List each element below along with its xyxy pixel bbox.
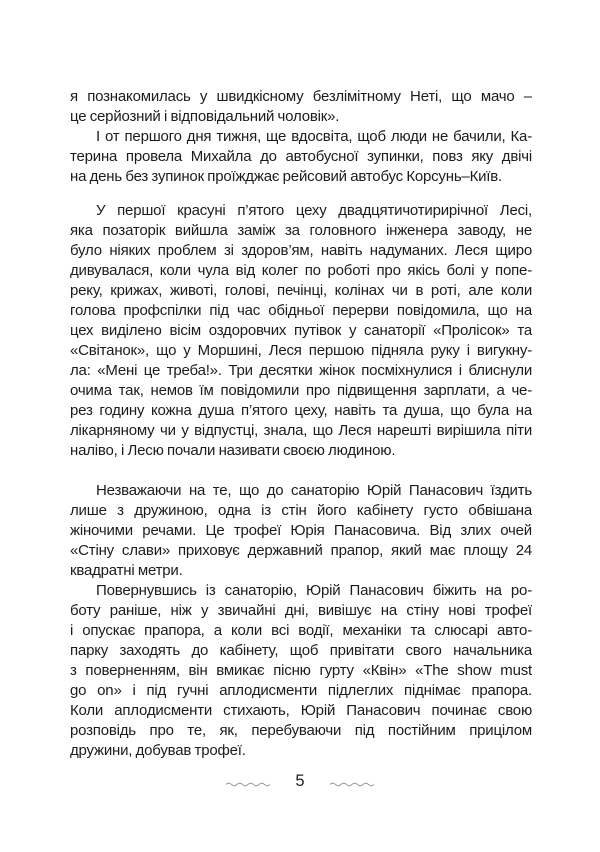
wavy-line-left-path (226, 783, 270, 786)
text-line: цех виділено вісім оздоровчих путівок у санаторії «Пролісок» та (70, 322, 532, 339)
text-line: Незважаючи на те, що до санаторію Юрій Панасович їздить (96, 482, 532, 499)
text-line: дружини, добував трофеї. (70, 742, 246, 759)
text-line: на день без зупинок проїжджає рейсовий автобус Корсунь–Київ. (70, 168, 502, 185)
paragraph (70, 87, 532, 127)
page-number: 5 (295, 772, 305, 790)
text-line: голова профспілки під час обідньої перерви повідомила, що на (70, 302, 532, 319)
text-line: наліво, і Лесю почали називати своєю людиною. (70, 442, 396, 459)
text-line: і опускає прапора, а коли всі водії, механіки та слюсарі авто- (70, 622, 532, 639)
paragraph (70, 481, 532, 581)
paragraph (70, 201, 532, 461)
text-line: лише з дружиною, одна із стін його кабінету густо обвішана (70, 502, 532, 519)
paragraph (70, 581, 532, 761)
text-line: розповідь про те, як, перебуваючи під постійним прицілом (70, 722, 532, 739)
text-line: лікарняному чи у відпустці, знала, що Леся нарешті вирішила піти (70, 422, 532, 439)
text-line: І от першого дня тижня, ще вдосвіта, щоб люди не бачили, Ка- (96, 128, 532, 145)
text-line: боту раніше, ніж у звичайні дні, вивішує на стіну нові трофеї (70, 602, 532, 619)
page-footer (0, 770, 600, 792)
text-line: очима так, немов їм повідомили про підвищення зарплати, а че- (70, 382, 532, 399)
text-line: Повернувшись із санаторію, Юрій Панасович біжить на ро- (96, 582, 532, 599)
wavy-line-left-icon (225, 780, 271, 787)
text-line: з поверненням, він вмикає пісню гурту «Квін» «The show must (70, 662, 532, 679)
text-line: я познакомилась у швидкісному безлімітному Неті, що мачо – (70, 88, 532, 105)
wavy-line-right-path (330, 783, 374, 786)
text-line: це серйозний і відповідальний чоловік». (70, 108, 340, 125)
text-line: go on» і під гучні аплодисменти підлеглих піднімає прапора. (70, 682, 532, 699)
text-line: У першої красуні п’ятого цеху двадцятичотирирічної Лесі, (96, 202, 532, 219)
text-line: реку, крижах, животі, голові, печінці, колінах чи в роті, але коли (70, 282, 532, 299)
text-line: Коли аплодисменти стихають, Юрій Панасович починає свою (70, 702, 532, 719)
text-line: жіночими речами. Це трофеї Юрія Панасовича. Від злих очей (70, 522, 532, 539)
body-text (70, 87, 532, 761)
text-line: яка позаторік вийшла заміж за головного інженера заводу, не (70, 222, 532, 239)
text-line: рез годину кожна душа п’ятого цеху, навіть та душа, що була на (70, 402, 532, 419)
text-line: було ніяких проблем зі здоров’ям, навіть надуманих. Леся щиро (70, 242, 532, 259)
text-line: ла: «Мені це треба!». Три десятки жінок посміхнулися і блиснули (70, 362, 532, 379)
text-line: «Світанок», що у Моршині, Леся першою підняла руку і вигукну- (70, 342, 532, 359)
text-line: терина провела Михайла до автобусної зупинки, повз яку двічі (70, 148, 532, 165)
paragraph (70, 127, 532, 187)
wavy-line-right-icon (329, 780, 375, 787)
text-line: парку заходять до кабінету, щоб привітати свого начальника (70, 642, 532, 659)
text-line: «Стіну слави» приховує державний прапор, який має площу 24 (70, 542, 532, 559)
text-line: дивувалася, коли чула від колег по роботі про якісь болі у попе- (70, 262, 532, 279)
text-line: квадратні метри. (70, 562, 183, 579)
